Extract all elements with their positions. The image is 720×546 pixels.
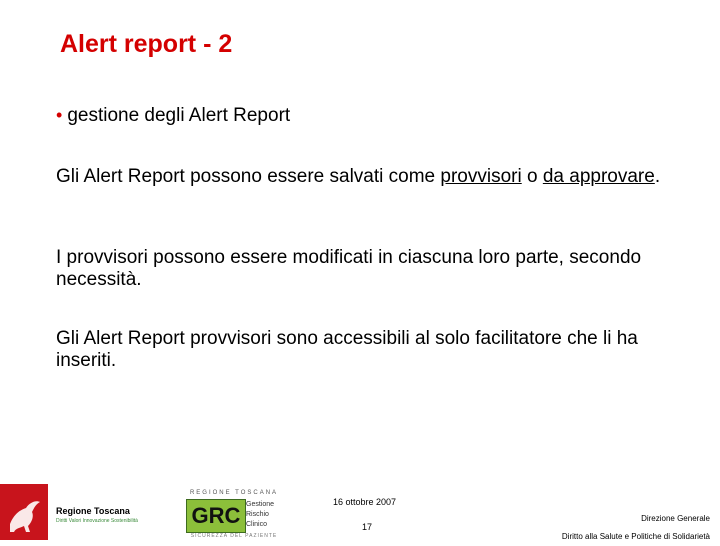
grc-words bbox=[246, 500, 274, 530]
footer bbox=[0, 480, 720, 540]
paragraph-2: I provvisori possono essere modificati in ciascuna loro parte, secondo necessità. bbox=[56, 247, 642, 290]
grc-letters: GRC bbox=[186, 499, 246, 533]
paragraph-1-after: . bbox=[654, 166, 661, 187]
paragraph-3: Gli Alert Report provvisori sono accessibili al solo facilitatore che li ha inseriti. bbox=[56, 328, 638, 371]
footer-date: 16 ottobre 2007 bbox=[333, 497, 397, 507]
dg-line-1: Direzione Generale bbox=[641, 514, 710, 523]
provvisori-link: provvisori bbox=[440, 166, 522, 187]
slide-title: Alert report - 2 bbox=[60, 30, 233, 58]
grc-top-text: REGIONE TOSCANA bbox=[189, 490, 279, 496]
grc-word: Rischio bbox=[246, 511, 269, 518]
grc-bottom-text: SICUREZZA DEL PAZIENTE bbox=[190, 533, 278, 539]
paragraph-1-before: Gli Alert Report possono essere salvati come bbox=[56, 166, 441, 187]
grc-word: Clinico bbox=[246, 521, 268, 528]
da-approvare-link: da approvare bbox=[542, 166, 655, 187]
regione-toscana-logo-icon bbox=[0, 484, 48, 540]
dg-line-2: Diritto alla Salute e Politiche di Solidarietà bbox=[561, 532, 710, 541]
grc-logo bbox=[186, 490, 282, 540]
pegasus-icon bbox=[0, 484, 48, 540]
bullet-item bbox=[56, 105, 290, 127]
direzione-generale bbox=[562, 510, 710, 546]
regione-toscana-tagline: Diritti Valori Innovazione Sostenibilità bbox=[56, 518, 138, 524]
bullet-text: gestione degli Alert Report bbox=[67, 105, 291, 126]
regione-toscana-name: Regione Toscana bbox=[56, 506, 130, 516]
paragraph-1-middle: o bbox=[521, 166, 543, 187]
bullet-dot-icon: • bbox=[56, 105, 63, 125]
paragraph-1 bbox=[56, 166, 676, 188]
grc-word: Gestione bbox=[246, 501, 275, 508]
regione-toscana-logo-text bbox=[56, 506, 138, 524]
page-number: 17 bbox=[362, 522, 373, 532]
